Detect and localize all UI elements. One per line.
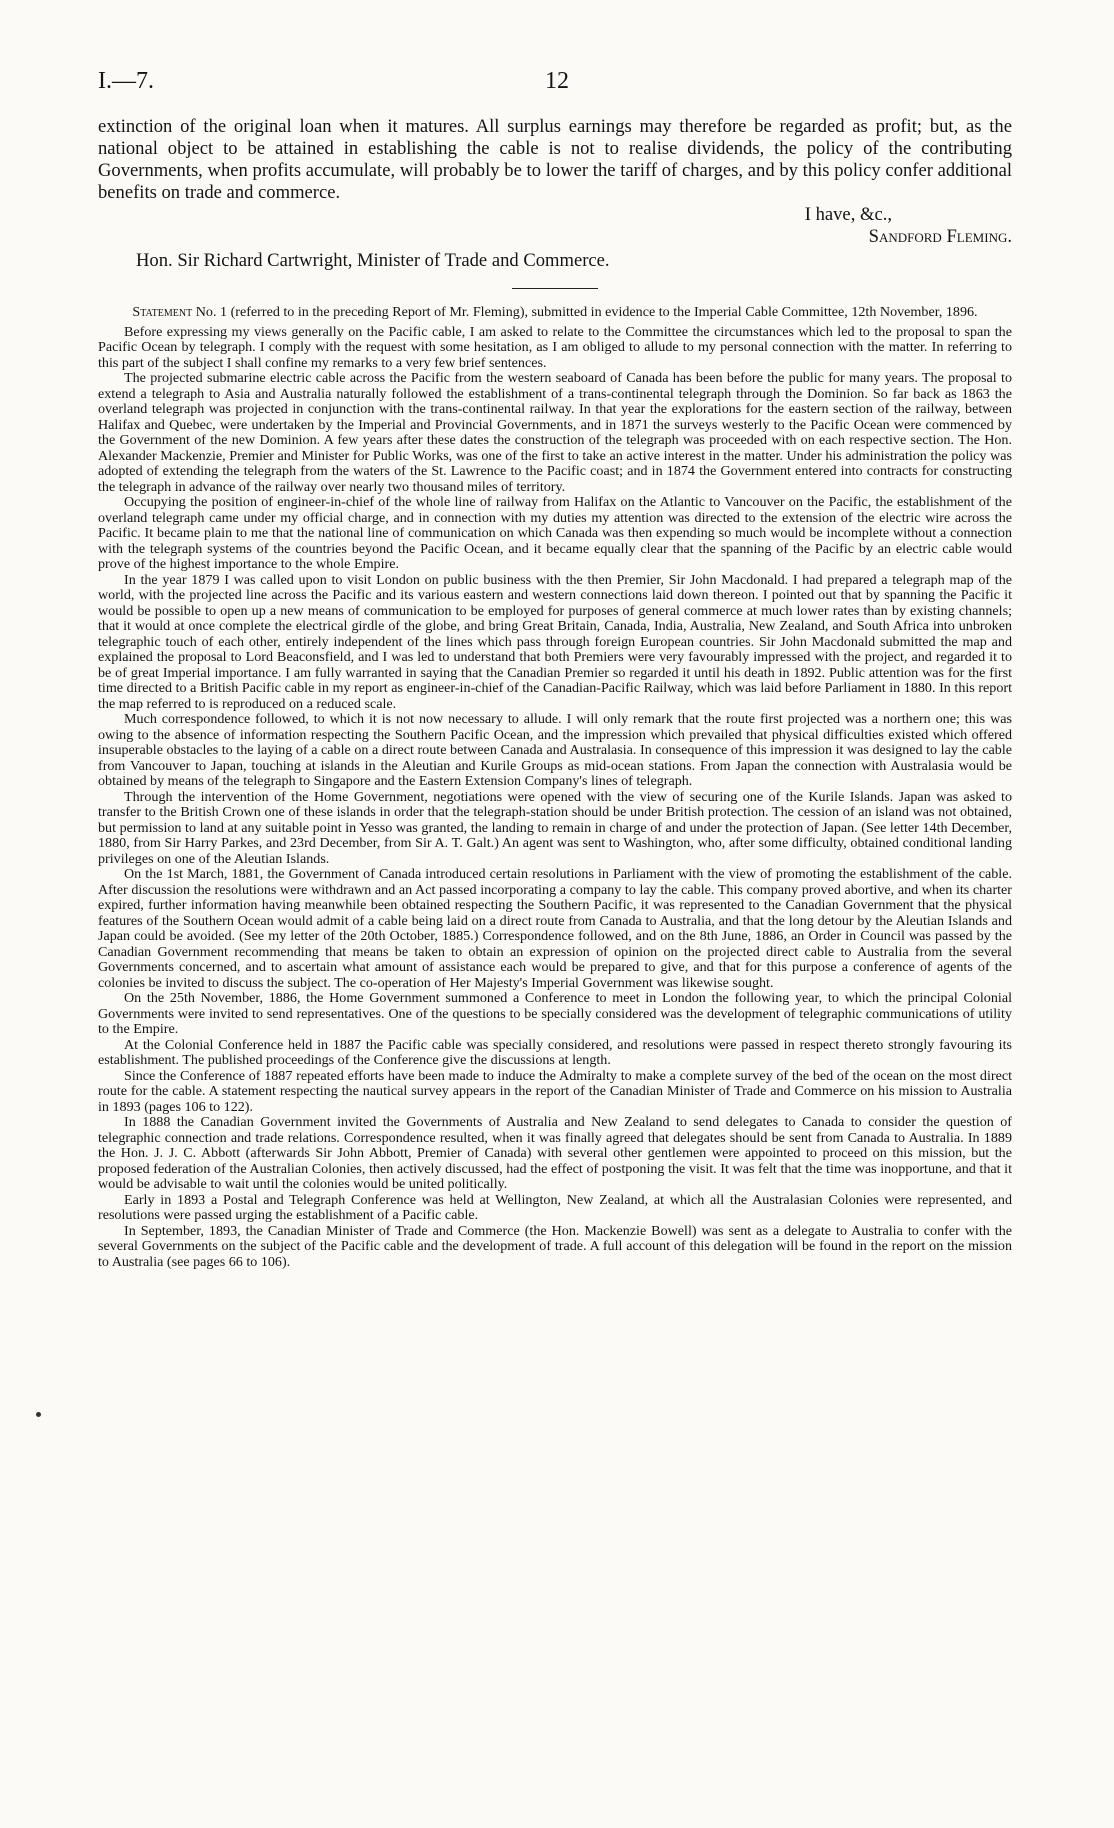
paragraph: On the 1st March, 1881, the Government of Canada introduced certain resolutions in Parliament with the view of promoting the establishment of the cable. After discussion the resolutions were withdrawn and an Act passed incorporating a company to lay the cable. This company proved abortive, and when its charter expired, further information having meanwhile been obtained respecting the Southern Pacific, it was represented to the Canadian Government that the physical features of the Southern Ocean would admit of a cable being laid on a direct route from Canada to Australia, and that the long detour by the Aleutian Islands and Japan could be avoided. (See my letter of the 20th October, 1885.) Correspondence followed, and on the 8th June, 1886, an Order in Council was passed by the Canadian Government recommending that means be taken to obtain an expression of opinion on the projected direct cable to Australia from the several Governments concerned, and to ascertain what amount of assistance each would be prepared to give, and that for this purpose a conference of agents of the colonies be invited to discuss the subject. The co-operation of Her Majesty's Imperial Government was likewise sought.	[98, 866, 1012, 991]
paragraph: Much correspondence followed, to which it is not now necessary to allude. I will only remark that the route first projected was a northern one; this was owing to the absence of information respecting the Southern Pacific Ocean, and the impression which prevailed that physical difficulties existed which offered insuperable obstacles to the laying of a cable on a direct route between Canada and Australasia. In consequence of this impression it was designed to lay the cable from Vancouver to Japan, touching at islands in the Aleutian and Kurile Groups as mid-ocean stations. From Japan the connection with Australasia would be obtained by means of the telegraph to Singapore and the Eastern Extension Company's lines of telegraph.	[98, 711, 1012, 789]
statement-section	[98, 305, 1012, 1270]
signature: Sandford Fleming.	[868, 226, 1012, 247]
page-number: 12	[545, 68, 569, 94]
closing-line: I have, &c.,	[804, 204, 892, 225]
paragraph: Before expressing my views generally on the Pacific cable, I am asked to relate to the Committee the circumstances which led to the proposal to span the Pacific Ocean by telegraph. I comply with the request with some hesitation, as I am obliged to allude to my personal connection with the matter. In referring to this part of the subject I shall confine my remarks to a very few brief sentences.	[98, 323, 1012, 371]
paragraph: At the Colonial Conference held in 1887 the Pacific cable was specially considered, and resolutions were passed in respect thereto strongly favouring its establishment. The published proceedings of the Conference give the discussions at length.	[98, 1036, 1012, 1068]
paragraph: On the 25th November, 1886, the Home Government summoned a Conference to meet in London the following year, to which the principal Colonial Governments were invited to send representatives. One of the questions to be specially considered was the development of telegraphic communications of utility to the Empire.	[98, 990, 1012, 1037]
section-divider	[512, 288, 598, 289]
addressee: Hon. Sir Richard Cartwright, Minister of Trade and Commerce.	[136, 250, 610, 271]
closing-block	[98, 204, 1012, 248]
document-reference: I.—7.	[98, 68, 154, 94]
page-header	[98, 68, 1016, 98]
paragraph: In September, 1893, the Canadian Minister of Trade and Commerce (the Hon. Mackenzie Bowell) was sent as a delegate to Australia to confer with the several Governments on the subject of the Pacific cable and the development of trade. A full account of this delegation will be found in the report on the mission to Australia (see pages 66 to 106).	[98, 1222, 1012, 1270]
paragraph: The projected submarine electric cable across the Pacific from the western seaboard of Canada has been before the public for many years. The proposal to extend a telegraph to Asia and Australia naturally followed the establishment of a trans-continental telegraph through the Dominion. So far back as 1863 the overland telegraph was projected in conjunction with the trans-continental railway. In that year the explorations for the eastern section of the railway, between Halifax and Quebec, were undertaken by the Imperial and Provincial Governments, and in 1871 the surveys westerly to the Pacific Ocean were commenced by the Government of the new Dominion. A few years after these dates the construction of the telegraph was proceeded with on each respective section. The Hon. Alexander Mackenzie, Premier and Minister for Public Works, was one of the first to take an active interest in the matter. Under his administration the policy was adopted of extending the telegraph from the waters of the St. Lawrence to the Pacific coast; and in 1874 the Government entered into contracts for constructing the telegraph in advance of the railway over nearly two thousand miles of territory.	[98, 370, 1012, 495]
paragraph: Occupying the position of engineer-in-chief of the whole line of railway from Halifax on the Atlantic to Vancouver on the Pacific, the establishment of the overland telegraph came under my official charge, and in connection with my duties my attention was directed to the extension of the electric wire across the Pacific. It became plain to me that the national line of communication on which Canada was then expending so much would be incomplete without a connection with the telegraph systems of the countries beyond the Pacific Ocean, and it became equally clear that the spanning of the Pacific by an electric cable would prove of the highest importance to the whole Empire.	[98, 494, 1012, 572]
letter-ending	[98, 116, 1012, 272]
paragraph: Through the intervention of the Home Government, negotiations were opened with the view of securing one of the Kurile Islands. Japan was asked to transfer to the British Crown one of these islands in order that the telegraph-station should be under British protection. The cession of an island was not obtained, but permission to land at any suitable point in Yesso was granted, the landing to remain in charge of and under the protection of Japan. (See letter 14th December, 1880, from Sir Harry Parkes, and 23rd December, from Sir A. T. Galt.) An agent was sent to Washington, who, after some difficulty, obtained conditional landing privileges on one of the Aleutian Islands.	[98, 788, 1012, 867]
paragraph: Since the Conference of 1887 repeated efforts have been made to induce the Admiralty to make a complete survey of the bed of the ocean on the most direct route for the cable. A statement respecting the nautical survey appears in the report of the Canadian Minister of Trade and Commerce on his mission to Australia in 1893 (pages 106 to 122).	[98, 1067, 1012, 1115]
statement-heading	[98, 305, 1012, 321]
statement-heading-text: No. 1 (referred to in the preceding Report of Mr. Fleming), submitted in evidence to the Imperial Cable Committee, 12th November, 1896.	[195, 304, 978, 320]
statement-label: Statement	[132, 304, 193, 320]
lead-paragraph: extinction of the original loan when it matures. All surplus earnings may therefore be regarded as profit; but, as the national object to be attained in establishing the cable is not to realise dividends, the policy of the contributing Governments, when profits accumulate, will probably be to lower the tariff of charges, and by this policy confer additional benefits on trade and commerce.	[98, 116, 1012, 203]
paragraph: In the year 1879 I was called upon to visit London on public business with the then Premier, Sir John Macdonald. I had prepared a telegraph map of the world, with the projected line across the Pacific and its various eastern and western connections laid down thereon. I pointed out that by spanning the Pacific it would be possible to open up a new means of communication to be employed for purposes of general commerce at much lower rates than by existing channels; that it would at once complete the electrical girdle of the globe, and bring Great Britain, Canada, India, Australia, New Zealand, and South Africa into unbroken telegraphic touch of each other, entirely independent of the lines which pass through foreign European countries. Sir John Macdonald submitted the map and explained the proposal to Lord Beaconsfield, and I was led to understand that both Premiers were very favourably impressed with the project, and regarded it to be of great Imperial importance. I am fully warranted in saying that the Canadian Premier so regarded it until his death in 1892. Public attention was for the first time directed to a British Pacific cable in my report as engineer-in-chief of the Canadian-Pacific Railway, which was laid before Parliament in 1880. In this report the map referred to is reproduced on a reduced scale.	[98, 571, 1012, 712]
margin-mark	[36, 1412, 41, 1417]
paragraph: In 1888 the Canadian Government invited the Governments of Australia and New Zealand to send delegates to Canada to consider the question of telegraphic connection and trade relations. Correspondence resulted, when it was finally agreed that delegates should be sent from Canada to Australia. In 1889 the Hon. J. J. C. Abbott (afterwards Sir John Abbott, Premier of Canada) with several other gentlemen were appointed to proceed on this mission, but the proposed federation of the Australian Colonies, then actively discussed, had the effect of postponing the visit. It was felt that the time was inopportune, and that it would be advisable to wait until the colonies would be united politically.	[98, 1114, 1012, 1192]
paragraph: Early in 1893 a Postal and Telegraph Conference was held at Wellington, New Zealand, at which all the Australasian Colonies were represented, and resolutions were passed urging the establishment of a Pacific cable.	[98, 1191, 1012, 1223]
